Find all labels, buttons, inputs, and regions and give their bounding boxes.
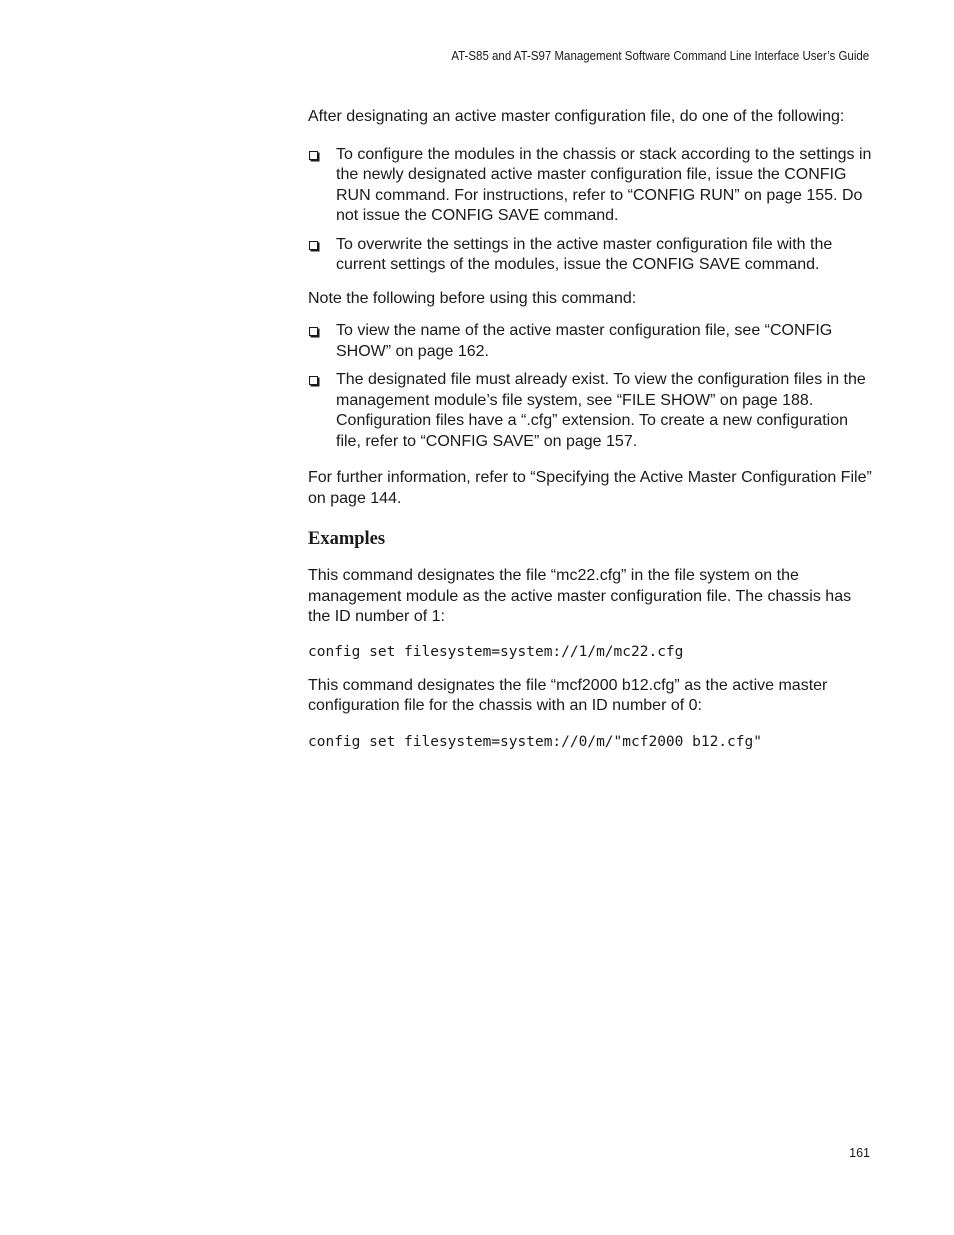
- list-item-text: To overwrite the settings in the active master configuration file with the current settings of the modules, issue the CONFIG SAVE command.: [336, 235, 833, 273]
- note-intro-paragraph: Note the following before using this command:: [308, 289, 637, 307]
- list-item: [308, 321, 873, 362]
- example1-description: This command designates the file “mc22.cfg” in the file system on the management module as the active master configuration file. The chassis has the ID number of 1:: [308, 567, 852, 625]
- checkbox-bullet-icon: [309, 151, 318, 160]
- examples-heading: Examples: [308, 529, 386, 549]
- list-item-text: The designated file must already exist. To view the configuration files in the management module’s file system, see “FILE SHOW” on page 188. Configuration files have a “.cfg” extension. To create a new configuration file, refer to “CONFIG SAVE” on page 157.: [336, 371, 866, 450]
- running-header: AT-S85 and AT-S97 Management Software Command Line Interface User’s Guide: [451, 49, 869, 63]
- example2-description: This command designates the file “mcf2000 b12.cfg” as the active master configuration file for the chassis with an ID number of 0:: [308, 676, 828, 714]
- list-item: [308, 145, 873, 227]
- page-content: [308, 107, 873, 750]
- checkbox-bullet-icon: [309, 376, 318, 385]
- list-item-text: To configure the modules in the chassis or stack according to the settings in the newly designated active master configuration file, issue the CONFIG RUN command. For instructions, refer to “CONFIG RUN” on page 155. Do not issue the CONFIG SAVE command.: [336, 145, 872, 224]
- page-number: 161: [849, 1146, 870, 1160]
- checkbox-bullet-icon: [309, 327, 318, 336]
- further-info-paragraph: For further information, refer to “Specifying the Active Master Configuration File” on page 144.: [308, 469, 872, 507]
- checkbox-bullet-icon: [309, 241, 318, 250]
- notes-list: [308, 321, 873, 452]
- example2-code: config set filesystem=system://0/m/"mcf2000 b12.cfg": [308, 733, 762, 750]
- options-list: [308, 145, 873, 276]
- list-item: [308, 370, 873, 452]
- list-item-text: To view the name of the active master configuration file, see “CONFIG SHOW” on page 162.: [336, 322, 833, 360]
- intro-paragraph: After designating an active master configuration file, do one of the following:: [308, 108, 845, 125]
- list-item: [308, 235, 873, 276]
- example1-code: config set filesystem=system://1/m/mc22.cfg: [308, 643, 684, 660]
